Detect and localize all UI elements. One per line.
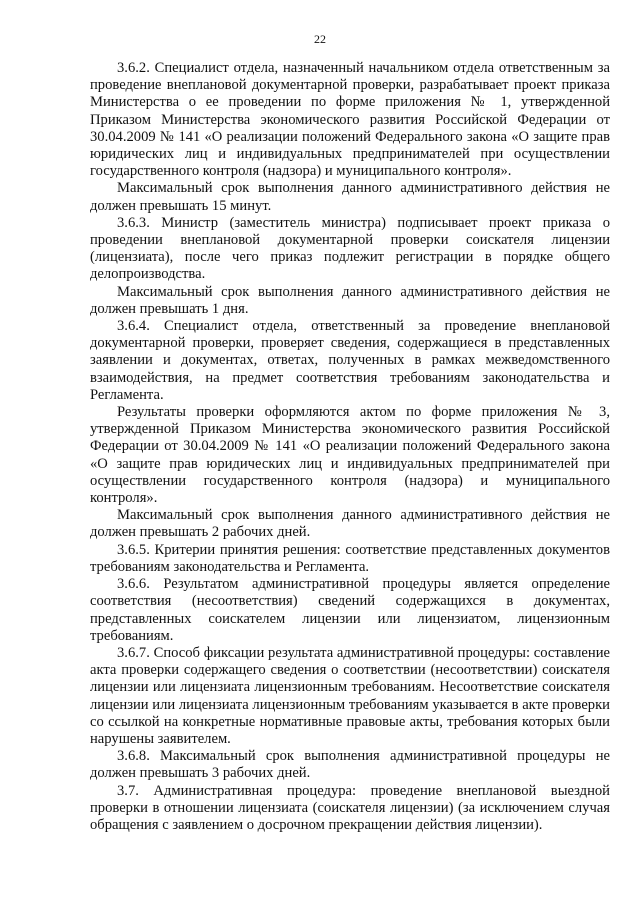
page-number: 22 [314, 32, 326, 46]
paragraph-3-6-7: 3.6.7. Способ фиксации результата административной процедуры: составление акта проверки содержащего сведения о соответствии (несоответствии) соискателя лицензии или лицензиата лицензионным требованиям. Несоответствие соискателя лицензии или лицензиата лицензионным требованиям указывается в акте проверки со ссылкой на конкретные нормативные правовые акты, требования которых были нарушены заявителем. [90, 644, 610, 747]
paragraph-3-6-5: 3.6.5. Критерии принятия решения: соответствие представленных документов требованиям законодательства и Регламента. [90, 541, 610, 575]
paragraph-3-7: 3.7. Административная процедура: проведение внеплановой выездной проверки в отношении лицензиата (соискателя лицензии) (за исключением случая обращения с заявлением о досрочном прекращении действия лицензии). [90, 782, 610, 833]
paragraph-3-6-4: 3.6.4. Специалист отдела, ответственный за проведение внеплановой документарной проверки, проверяет сведения, содержащиеся в представленных заявлении и документах, ответах, полученных в рамках межведомственного взаимодействия, на предмет соответствия требованиям законодательства и Регламента. [90, 318, 610, 403]
paragraph-3-6-8: 3.6.8. Максимальный срок выполнения административной процедуры не должен превышать 3 рабочих дней. [90, 748, 610, 782]
paragraph-time-limit-1-day: Максимальный срок выполнения данного административного действия не должен превышать 1 дня. [90, 283, 610, 317]
document-body [90, 60, 610, 834]
paragraph-3-6-2: 3.6.2. Специалист отдела, назначенный начальником отдела ответственным за проведение внеплановой документарной проверки, разрабатывает проект приказа Министерства о ее проведении по форме приложения № 1, утвержденной Приказом Министерства экономического развития Российской Федерации от 30.04.2009 № 141 «О реализации положений Федерального закона «О защите прав юридических лиц и индивидуальных предпринимателей при осуществлении государственного контроля (надзора) и муниципального контроля». [90, 60, 610, 180]
paragraph-3-6-6: 3.6.6. Результатом административной процедуры является определение соответствия (несоответствия) сведений содержащихся в документах, представленных соискателем лицензии или лицензиатом, лицензионным требованиям. [90, 576, 610, 644]
paragraph-inspection-results: Результаты проверки оформляются актом по форме приложения № 3, утвержденной Приказом Министерства экономического развития Российской Федерации от 30.04.2009 № 141 «О реализации положений Федерального закона «О защите прав юридических лиц и индивидуальных предпринимателей при осуществлении государственного контроля (надзора) и муниципального контроля». [90, 404, 610, 507]
paragraph-3-6-3: 3.6.3. Министр (заместитель министра) подписывает проект приказа о проведении внеплановой документарной проверки соискателя лицензии (лицензиата), после чего приказ подлежит регистрации в порядке общего делопроизводства. [90, 214, 610, 283]
paragraph-time-limit-15-minutes: Максимальный срок выполнения данного административного действия не должен превышать 15 минут. [90, 180, 610, 214]
paragraph-time-limit-2-days: Максимальный срок выполнения данного административного действия не должен превышать 2 рабочих дней. [90, 507, 610, 541]
